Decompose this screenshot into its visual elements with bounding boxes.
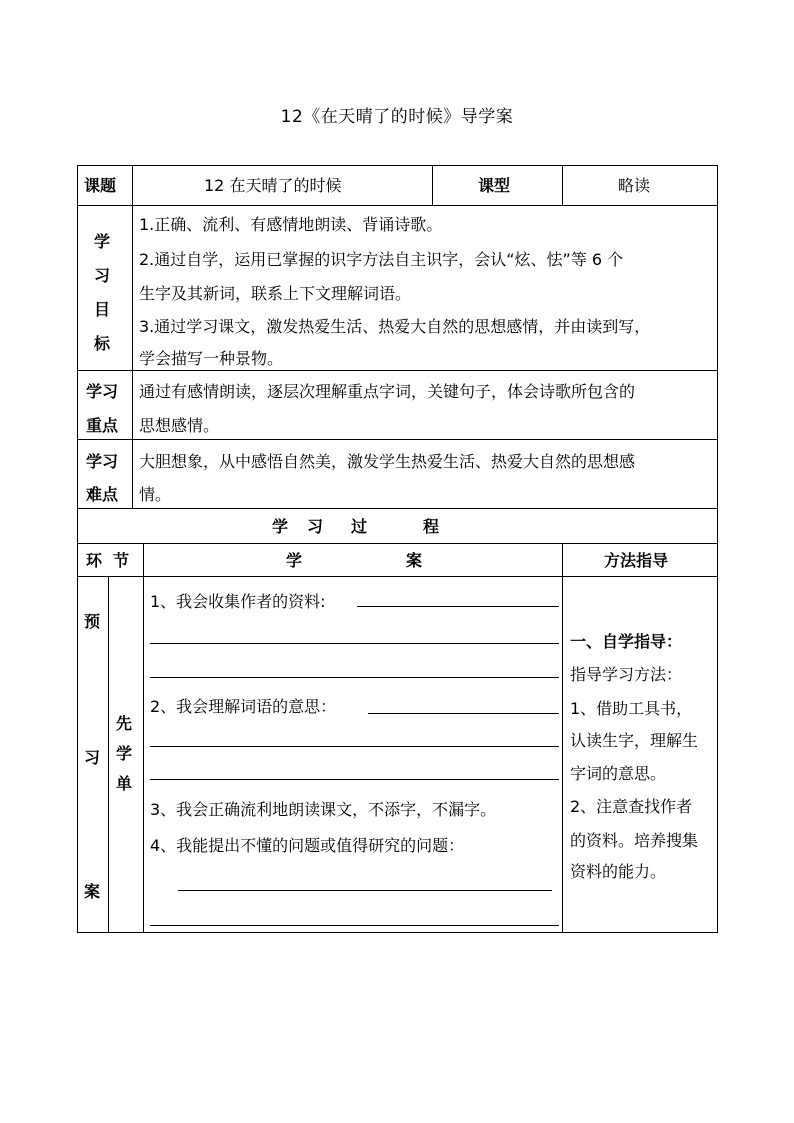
item-2: 2、我会理解词语的意思：	[150, 697, 337, 716]
process-heading-c1: 学	[272, 517, 289, 536]
difficulties-label-2: 难点	[86, 485, 119, 504]
difficulties-label-1: 学习	[86, 452, 119, 471]
method-heading: 一、自学指导：	[570, 632, 683, 651]
stage-char-1: 预	[84, 612, 101, 631]
blank-line[interactable]	[357, 606, 559, 607]
blank-line[interactable]	[178, 890, 552, 891]
blank-line[interactable]	[150, 746, 559, 747]
process-heading-c2: 习	[307, 517, 324, 536]
stage-char-3: 案	[84, 882, 101, 901]
key-points-label-2: 重点	[86, 416, 119, 435]
blank-line[interactable]	[150, 925, 559, 926]
process-heading-c4: 程	[423, 517, 440, 536]
item-3: 3、我会正确流利地朗读课文，不添字，不漏字。	[150, 800, 497, 819]
key-points-line-2: 思想感情。	[139, 416, 220, 435]
item-4: 4、我能提出不懂的问题或值得研究的问题：	[150, 836, 465, 855]
goals-label: 学 习 目 标	[94, 232, 111, 353]
difficulties-line-1: 大胆想象，从中感悟自然美，激发学生热爱生活、热爱大自然的思想感	[139, 452, 636, 471]
stage-char-2: 习	[84, 748, 101, 767]
type-label: 课型	[478, 176, 511, 195]
blank-line[interactable]	[150, 779, 559, 780]
sub-label: 先 学 单	[116, 714, 133, 793]
topic-label: 课题	[84, 176, 117, 195]
topic-value: 12 在天晴了的时候	[204, 176, 342, 195]
page-title: 12《在天晴了的时候》导学案	[280, 107, 514, 127]
blank-line[interactable]	[150, 677, 559, 678]
type-value: 略读	[618, 176, 651, 195]
col-method: 方法指导	[604, 551, 669, 570]
key-points-line-1: 通过有感情朗读，逐层次理解重点字词，关键句子，体会诗歌所包含的	[139, 382, 636, 401]
difficulties-line-2: 情。	[139, 485, 172, 504]
col-plan-b: 案	[406, 551, 423, 570]
blank-line[interactable]	[150, 643, 559, 644]
item-1: 1、我会收集作者的资料:	[150, 592, 326, 611]
col-plan-a: 学	[286, 551, 303, 570]
blank-line[interactable]	[368, 713, 559, 714]
process-heading-c3: 过	[351, 517, 368, 536]
key-points-label-1: 学习	[86, 382, 119, 401]
col-stage: 环 节	[86, 551, 130, 570]
